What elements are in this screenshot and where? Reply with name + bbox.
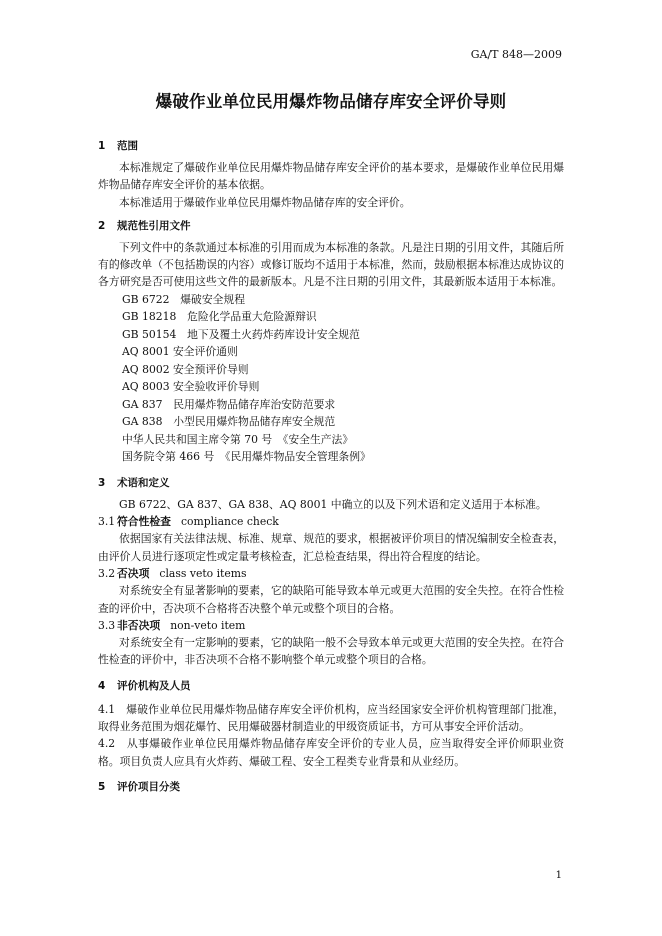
- section-number: 3: [98, 476, 106, 489]
- paragraph: 下列文件中的条款通过本标准的引用而成为本标准的条款。凡是注日期的引用文件，其随后所有的修改单（不包括勘误的内容）或修订版均不适用于本标准，然而，鼓励根据本标准达成协议的各方研究是否可使用这些文件的最新版本。凡是不注日期的引用文件，其最新版本适用于本标准。: [98, 240, 564, 289]
- section-number: 1: [98, 140, 106, 152]
- paragraph: GB 6722、GA 837、GA 838、AQ 8001 中确立的以及下列术语和定义适用于本标准。: [119, 497, 547, 511]
- section-number: 4: [98, 679, 106, 692]
- term-english: non-veto item: [170, 618, 246, 632]
- section-4-heading: [98, 677, 564, 695]
- paragraph: 本标准适用于爆破作业单位民用爆炸物品储存库的安全评价。: [119, 195, 411, 209]
- term-english: compliance check: [180, 515, 279, 529]
- term-number: 3.2: [98, 566, 116, 580]
- document-title: 爆破作业单位民用爆炸物品储存库安全评价导则: [155, 92, 507, 111]
- term-heading: [98, 565, 564, 582]
- section-title: 规范性引用文件: [117, 219, 191, 232]
- section-title: 评价项目分类: [117, 780, 180, 793]
- section-number: 5: [98, 780, 106, 793]
- reference-item: GA 838 小型民用爆炸物品储存库安全规范: [122, 415, 336, 429]
- section-2-heading: [98, 217, 564, 235]
- clause: 4.1 爆破作业单位民用爆炸物品储存库安全评价机构，应当经国家安全评价机构管理部门批准，取得业务范围为烟花爆竹、民用爆破器材制造业的甲级资质证书，方可从事安全评价活动。: [98, 702, 564, 734]
- reference-item: AQ 8002 安全预评价导则: [122, 362, 249, 376]
- term-english: class veto items: [159, 566, 247, 580]
- section-title: 评价机构及人员: [117, 679, 191, 692]
- clause: 4.2 从事爆破作业单位民用爆炸物品储存库安全评价的专业人员，应当取得安全评价师职业资格。项目负责人应具有火炸药、爆破工程、安全工程类专业背景和从业经历。: [98, 737, 564, 768]
- term-number: 3.1: [98, 515, 116, 529]
- term-chinese: 否决项: [117, 566, 150, 580]
- reference-item: AQ 8003 安全验收评价导则: [122, 380, 260, 394]
- term-definition: 对系统安全有一定影响的要素，它的缺陷一般不会导致本单元或更大范围的安全失控。在符合性检查的评价中，非否决项不合格不影响整个单元或整个项目的合格。: [98, 636, 564, 667]
- term-chinese: 符合性检查: [117, 515, 171, 529]
- term-definition: 依据国家有关法律法规、标准、规章、规范的要求，根据被评价项目的情况编制安全检查表，由评价人员进行逐项定性或定量考核检查，汇总检查结果，得出符合程度的结论。: [98, 532, 564, 563]
- section-1-heading: [98, 137, 564, 155]
- reference-item: GB 18218 危险化学品重大危险源辩识: [122, 310, 317, 324]
- term-definition: 对系统安全有显著影响的要素，它的缺陷可能导致本单元或更大范围的安全失控。在符合性检查的评价中，否决项不合格将否决整个单元或整个项目的合格。: [98, 584, 564, 615]
- section-3-heading: [98, 474, 564, 492]
- term-number: 3.3: [98, 618, 116, 632]
- document-body: [98, 137, 564, 796]
- reference-item: GB 6722 爆破安全规程: [122, 292, 246, 306]
- paragraph: 本标准规定了爆破作业单位民用爆炸物品储存库安全评价的基本要求，是爆破作业单位民用爆炸物品储存库安全评价的基本依据。: [98, 161, 564, 192]
- reference-item: 中华人民共和国主席令第 70 号 《安全生产法》: [122, 432, 354, 446]
- section-number: 2: [98, 219, 106, 232]
- section-5-heading: [98, 778, 564, 796]
- section-title: 范围: [117, 140, 138, 152]
- reference-item: 国务院令第 466 号 《民用爆炸物品安全管理条例》: [122, 450, 371, 464]
- term-heading: [98, 513, 564, 530]
- term-chinese: 非否决项: [117, 618, 161, 632]
- section-title: 术语和定义: [117, 476, 170, 489]
- page-number: 1: [555, 870, 562, 881]
- standard-code: GA/T 848—2009: [470, 48, 562, 61]
- reference-item: AQ 8001 安全评价通则: [122, 345, 238, 359]
- reference-item: GB 50154 地下及覆土火药炸药库设计安全规范: [122, 327, 360, 341]
- reference-item: GA 837 民用爆炸物品储存库治安防范要求: [122, 397, 336, 411]
- term-heading: [98, 617, 564, 634]
- reference-list: [98, 291, 564, 466]
